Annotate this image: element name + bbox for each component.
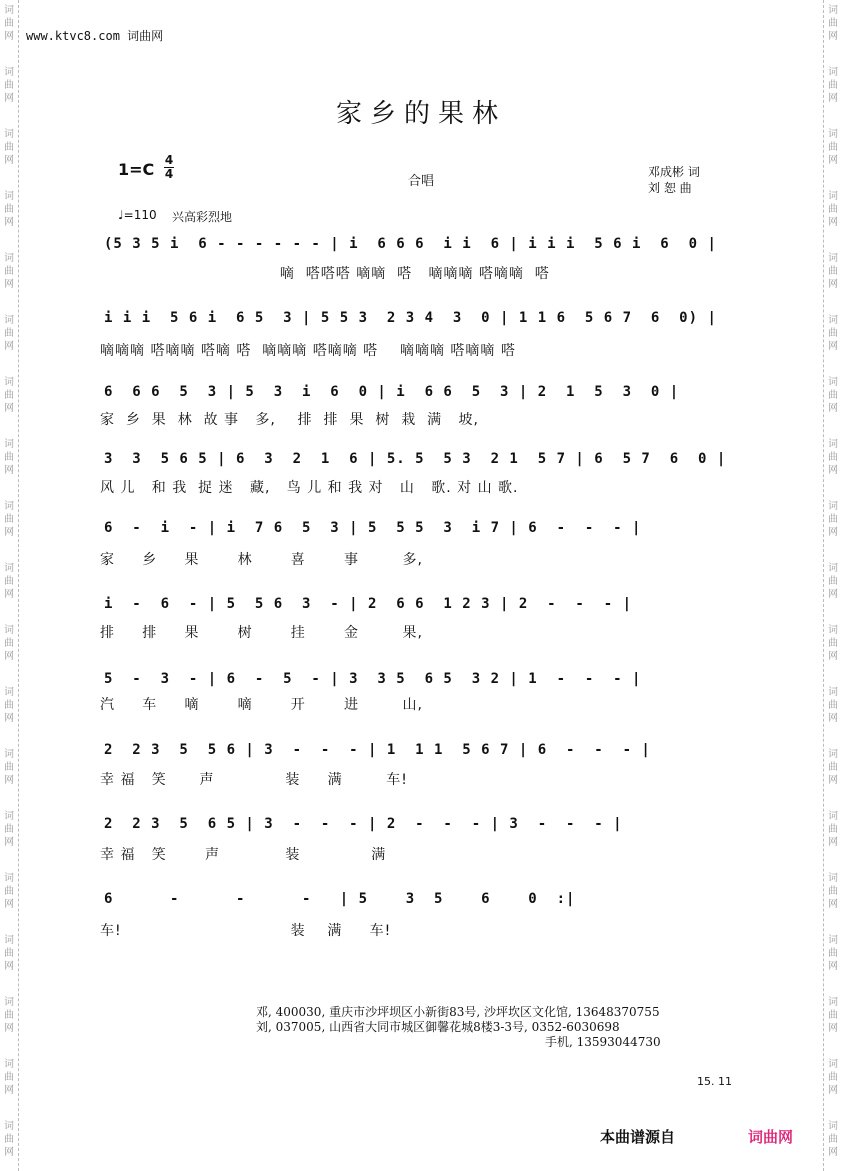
- watermark-glyph: 网: [4, 155, 14, 166]
- watermark-glyph: 曲: [828, 886, 838, 897]
- watermark-glyph: 网: [828, 837, 838, 848]
- source-brand-link[interactable]: 词曲网: [748, 1128, 794, 1146]
- watermark-glyph: 网: [828, 651, 838, 662]
- lyricist-credit: 邓成彬 词: [648, 165, 700, 179]
- watermark-glyph: 网: [828, 403, 838, 414]
- time-signature: [164, 154, 174, 181]
- watermark-glyph: 曲: [4, 1010, 14, 1021]
- watermark-glyph: 网: [4, 93, 14, 104]
- watermark-glyph: 曲: [828, 576, 838, 587]
- watermark-glyph: 曲: [4, 204, 14, 215]
- watermark-glyph: 曲: [4, 452, 14, 463]
- watermark-glyph: 词: [4, 563, 14, 574]
- watermark-glyph: 词: [828, 935, 838, 946]
- watermark-glyph: 词: [828, 67, 838, 78]
- lyric-line: 家 乡 果 林 喜 事 多,: [100, 552, 424, 568]
- watermark-glyph: 网: [828, 155, 838, 166]
- watermark-glyph: 曲: [828, 762, 838, 773]
- lyric-line: 家 乡 果 林 故 事 多, 排 排 果 树 栽 满 坡,: [100, 412, 479, 428]
- watermark-glyph: 网: [828, 1023, 838, 1034]
- song-title: 家乡的果林: [335, 99, 506, 129]
- watermark-glyph: 词: [828, 997, 838, 1008]
- watermark-glyph: 词: [4, 811, 14, 822]
- watermark-glyph: 网: [4, 713, 14, 724]
- watermark-glyph: 网: [4, 217, 14, 228]
- watermark-glyph: 网: [828, 217, 838, 228]
- watermark-glyph: 曲: [4, 824, 14, 835]
- music-line: 2 2 3 5 6 5 | 3 - - - | 2 - - - | 3 - - - |: [104, 816, 623, 832]
- watermark-glyph: 曲: [828, 1010, 838, 1021]
- watermark-glyph: 词: [4, 377, 14, 388]
- watermark-glyph: 曲: [4, 638, 14, 649]
- watermark-glyph: 网: [4, 1147, 14, 1158]
- watermark-glyph: 网: [4, 527, 14, 538]
- lyric-line: 嘀嘀嘀 嗒嘀嘀 嗒嘀 嗒 嘀嘀嘀 嗒嘀嘀 嗒 嘀嘀嘀 嗒嘀嘀 嗒: [100, 343, 516, 359]
- watermark-glyph: 词: [828, 625, 838, 636]
- watermark-glyph: 曲: [828, 700, 838, 711]
- date-stamp: 15. 11: [697, 1075, 732, 1088]
- watermark-glyph: 曲: [4, 1072, 14, 1083]
- lyric-line: 汽 车 嘀 嘀 开 进 山,: [100, 697, 424, 713]
- watermark-glyph: 网: [828, 961, 838, 972]
- watermark-glyph: 词: [4, 5, 14, 16]
- watermark-glyph: 曲: [4, 328, 14, 339]
- watermark-glyph: 曲: [828, 80, 838, 91]
- watermark-glyph: 词: [828, 1059, 838, 1070]
- lyric-line: 风 儿 和 我 捉 迷 藏, 鸟 儿 和 我 对 山 歌. 对 山 歌.: [100, 480, 519, 496]
- watermark-glyph: 曲: [828, 390, 838, 401]
- watermark-glyph: 词: [4, 873, 14, 884]
- watermark-glyph: 曲: [4, 886, 14, 897]
- watermark-glyph: 曲: [4, 700, 14, 711]
- watermark-glyph: 词: [4, 749, 14, 760]
- watermark-glyph: 词: [828, 687, 838, 698]
- music-line: 2 2 3 5 5 6 | 3 - - - | 1 1 1 5 6 7 | 6 - - - |: [104, 742, 651, 758]
- music-line: i i i 5 6 i 6 5 3 | 5 5 3 2 3 4 3 0 | 1 1 6 5 6 7 6 0) |: [104, 310, 717, 326]
- watermark-glyph: 网: [828, 31, 838, 42]
- watermark-glyph: 词: [4, 253, 14, 264]
- music-line: (5 3 5 i 6 - - - - - - | i 6 6 6 i i 6 | i i i 5 6 i 6 0 |: [104, 236, 717, 252]
- watermark-glyph: 词: [4, 1121, 14, 1132]
- watermark-glyph: 词: [828, 439, 838, 450]
- watermark-glyph: 词: [828, 253, 838, 264]
- watermark-glyph: 词: [828, 191, 838, 202]
- watermark-glyph: 曲: [828, 142, 838, 153]
- lyric-line: 排 排 果 树 挂 金 果,: [100, 625, 424, 641]
- watermark-glyph: 曲: [828, 1072, 838, 1083]
- watermark-glyph: 网: [4, 961, 14, 972]
- watermark-glyph: 词: [4, 67, 14, 78]
- music-line: i - 6 - | 5 5 6 3 - | 2 6 6 1 2 3 | 2 - - - |: [104, 596, 633, 612]
- watermark-glyph: 词: [4, 315, 14, 326]
- watermark-glyph: 词: [828, 749, 838, 760]
- watermark-glyph: 网: [4, 465, 14, 476]
- watermark-glyph: 词: [4, 191, 14, 202]
- watermark-glyph: 曲: [828, 1134, 838, 1145]
- lyric-line: 车! 装 满 车!: [100, 923, 392, 939]
- watermark-glyph: 曲: [828, 204, 838, 215]
- address-line: 邓, 400030, 重庆市沙坪坝区小新街83号, 沙坪坎区文化馆, 13648370755: [256, 1005, 660, 1019]
- watermark-glyph: 词: [828, 1121, 838, 1132]
- tempo-marking: ♩=110: [118, 208, 157, 222]
- watermark-glyph: 网: [4, 589, 14, 600]
- watermark-glyph: 曲: [4, 266, 14, 277]
- watermark-glyph: 词: [828, 377, 838, 388]
- watermark-glyph: 曲: [828, 328, 838, 339]
- watermark-glyph: 网: [4, 899, 14, 910]
- watermark-glyph: 网: [4, 651, 14, 662]
- watermark-glyph: 曲: [828, 18, 838, 29]
- watermark-glyph: 词: [828, 811, 838, 822]
- music-line: 3 3 5 6 5 | 6 3 2 1 6 | 5. 5 5 3 2 1 5 7 | 6 5 7 6 0 |: [104, 451, 727, 467]
- expression-marking: 兴高彩烈地: [172, 210, 233, 224]
- watermark-glyph: 词: [4, 439, 14, 450]
- key-signature: 1=C: [118, 160, 155, 179]
- watermark-glyph: 曲: [4, 390, 14, 401]
- watermark-glyph: 网: [4, 279, 14, 290]
- watermark-glyph: 曲: [4, 576, 14, 587]
- watermark-glyph: 词: [828, 129, 838, 140]
- watermark-glyph: 网: [828, 899, 838, 910]
- address-line: 刘, 037005, 山西省大同市城区御馨花城8楼3-3号, 0352-6030698: [256, 1020, 620, 1034]
- watermark-glyph: 词: [828, 315, 838, 326]
- watermark-glyph: 词: [828, 501, 838, 512]
- watermark-glyph: 网: [828, 1147, 838, 1158]
- lyric-line: 幸 福 笑 声 装 满 车!: [100, 772, 408, 788]
- watermark-glyph: 曲: [828, 824, 838, 835]
- meter-top: 4: [164, 153, 174, 167]
- watermark-glyph: 词: [828, 873, 838, 884]
- source-label: 本曲谱源自: [600, 1128, 676, 1146]
- watermark-glyph: 词: [4, 687, 14, 698]
- watermark-glyph: 网: [4, 837, 14, 848]
- watermark-glyph: 词: [4, 129, 14, 140]
- lyric-line: 幸 福 笑 声 装 满: [100, 847, 387, 863]
- watermark-glyph: 词: [4, 997, 14, 1008]
- watermark-glyph: 网: [828, 93, 838, 104]
- watermark-glyph: 曲: [4, 80, 14, 91]
- watermark-glyph: 网: [828, 1085, 838, 1096]
- music-line: 5 - 3 - | 6 - 5 - | 3 3 5 6 5 3 2 | 1 - - - |: [104, 671, 642, 687]
- watermark-glyph: 网: [828, 279, 838, 290]
- site-url[interactable]: www.ktvc8.com 词曲网: [26, 29, 164, 43]
- watermark-glyph: 网: [828, 589, 838, 600]
- lyric-line: 嘀 嗒嗒嗒 嘀嘀 嗒 嘀嘀嘀 嗒嘀嘀 嗒: [100, 266, 550, 282]
- watermark-glyph: 词: [4, 501, 14, 512]
- watermark-glyph: 词: [4, 935, 14, 946]
- watermark-glyph: 网: [828, 465, 838, 476]
- watermark-glyph: 网: [4, 31, 14, 42]
- watermark-glyph: 词: [828, 563, 838, 574]
- watermark-glyph: 曲: [4, 514, 14, 525]
- watermark-glyph: 网: [4, 1085, 14, 1096]
- watermark-glyph: 曲: [828, 638, 838, 649]
- performance-type: 合唱: [408, 174, 435, 189]
- watermark-glyph: 网: [828, 713, 838, 724]
- music-line: 6 - - - | 5 3 5 6 0 :|: [104, 891, 576, 907]
- meter-bottom: 4: [164, 167, 174, 181]
- watermark-glyph: 网: [4, 775, 14, 786]
- watermark-glyph: 曲: [828, 948, 838, 959]
- watermark-glyph: 曲: [4, 1134, 14, 1145]
- watermark-glyph: 网: [4, 341, 14, 352]
- watermark-glyph: 词: [4, 625, 14, 636]
- watermark-glyph: 曲: [4, 762, 14, 773]
- watermark-glyph: 网: [828, 527, 838, 538]
- watermark-glyph: 网: [4, 403, 14, 414]
- watermark-glyph: 词: [828, 5, 838, 16]
- watermark-glyph: 曲: [828, 266, 838, 277]
- watermark-glyph: 词: [4, 1059, 14, 1070]
- watermark-glyph: 曲: [828, 514, 838, 525]
- watermark-glyph: 网: [4, 1023, 14, 1034]
- watermark-glyph: 网: [828, 775, 838, 786]
- address-line: 手机, 13593044730: [545, 1035, 661, 1049]
- music-line: 6 - i - | i 7 6 5 3 | 5 5 5 3 i 7 | 6 - - - |: [104, 520, 642, 536]
- music-line: 6 6 6 5 3 | 5 3 i 6 0 | i 6 6 5 3 | 2 1 5 3 0 |: [104, 384, 680, 400]
- watermark-glyph: 曲: [828, 452, 838, 463]
- composer-credit: 刘 恕 曲: [648, 181, 692, 195]
- watermark-glyph: 曲: [4, 948, 14, 959]
- watermark-glyph: 网: [828, 341, 838, 352]
- watermark-glyph: 曲: [4, 142, 14, 153]
- watermark-glyph: 曲: [4, 18, 14, 29]
